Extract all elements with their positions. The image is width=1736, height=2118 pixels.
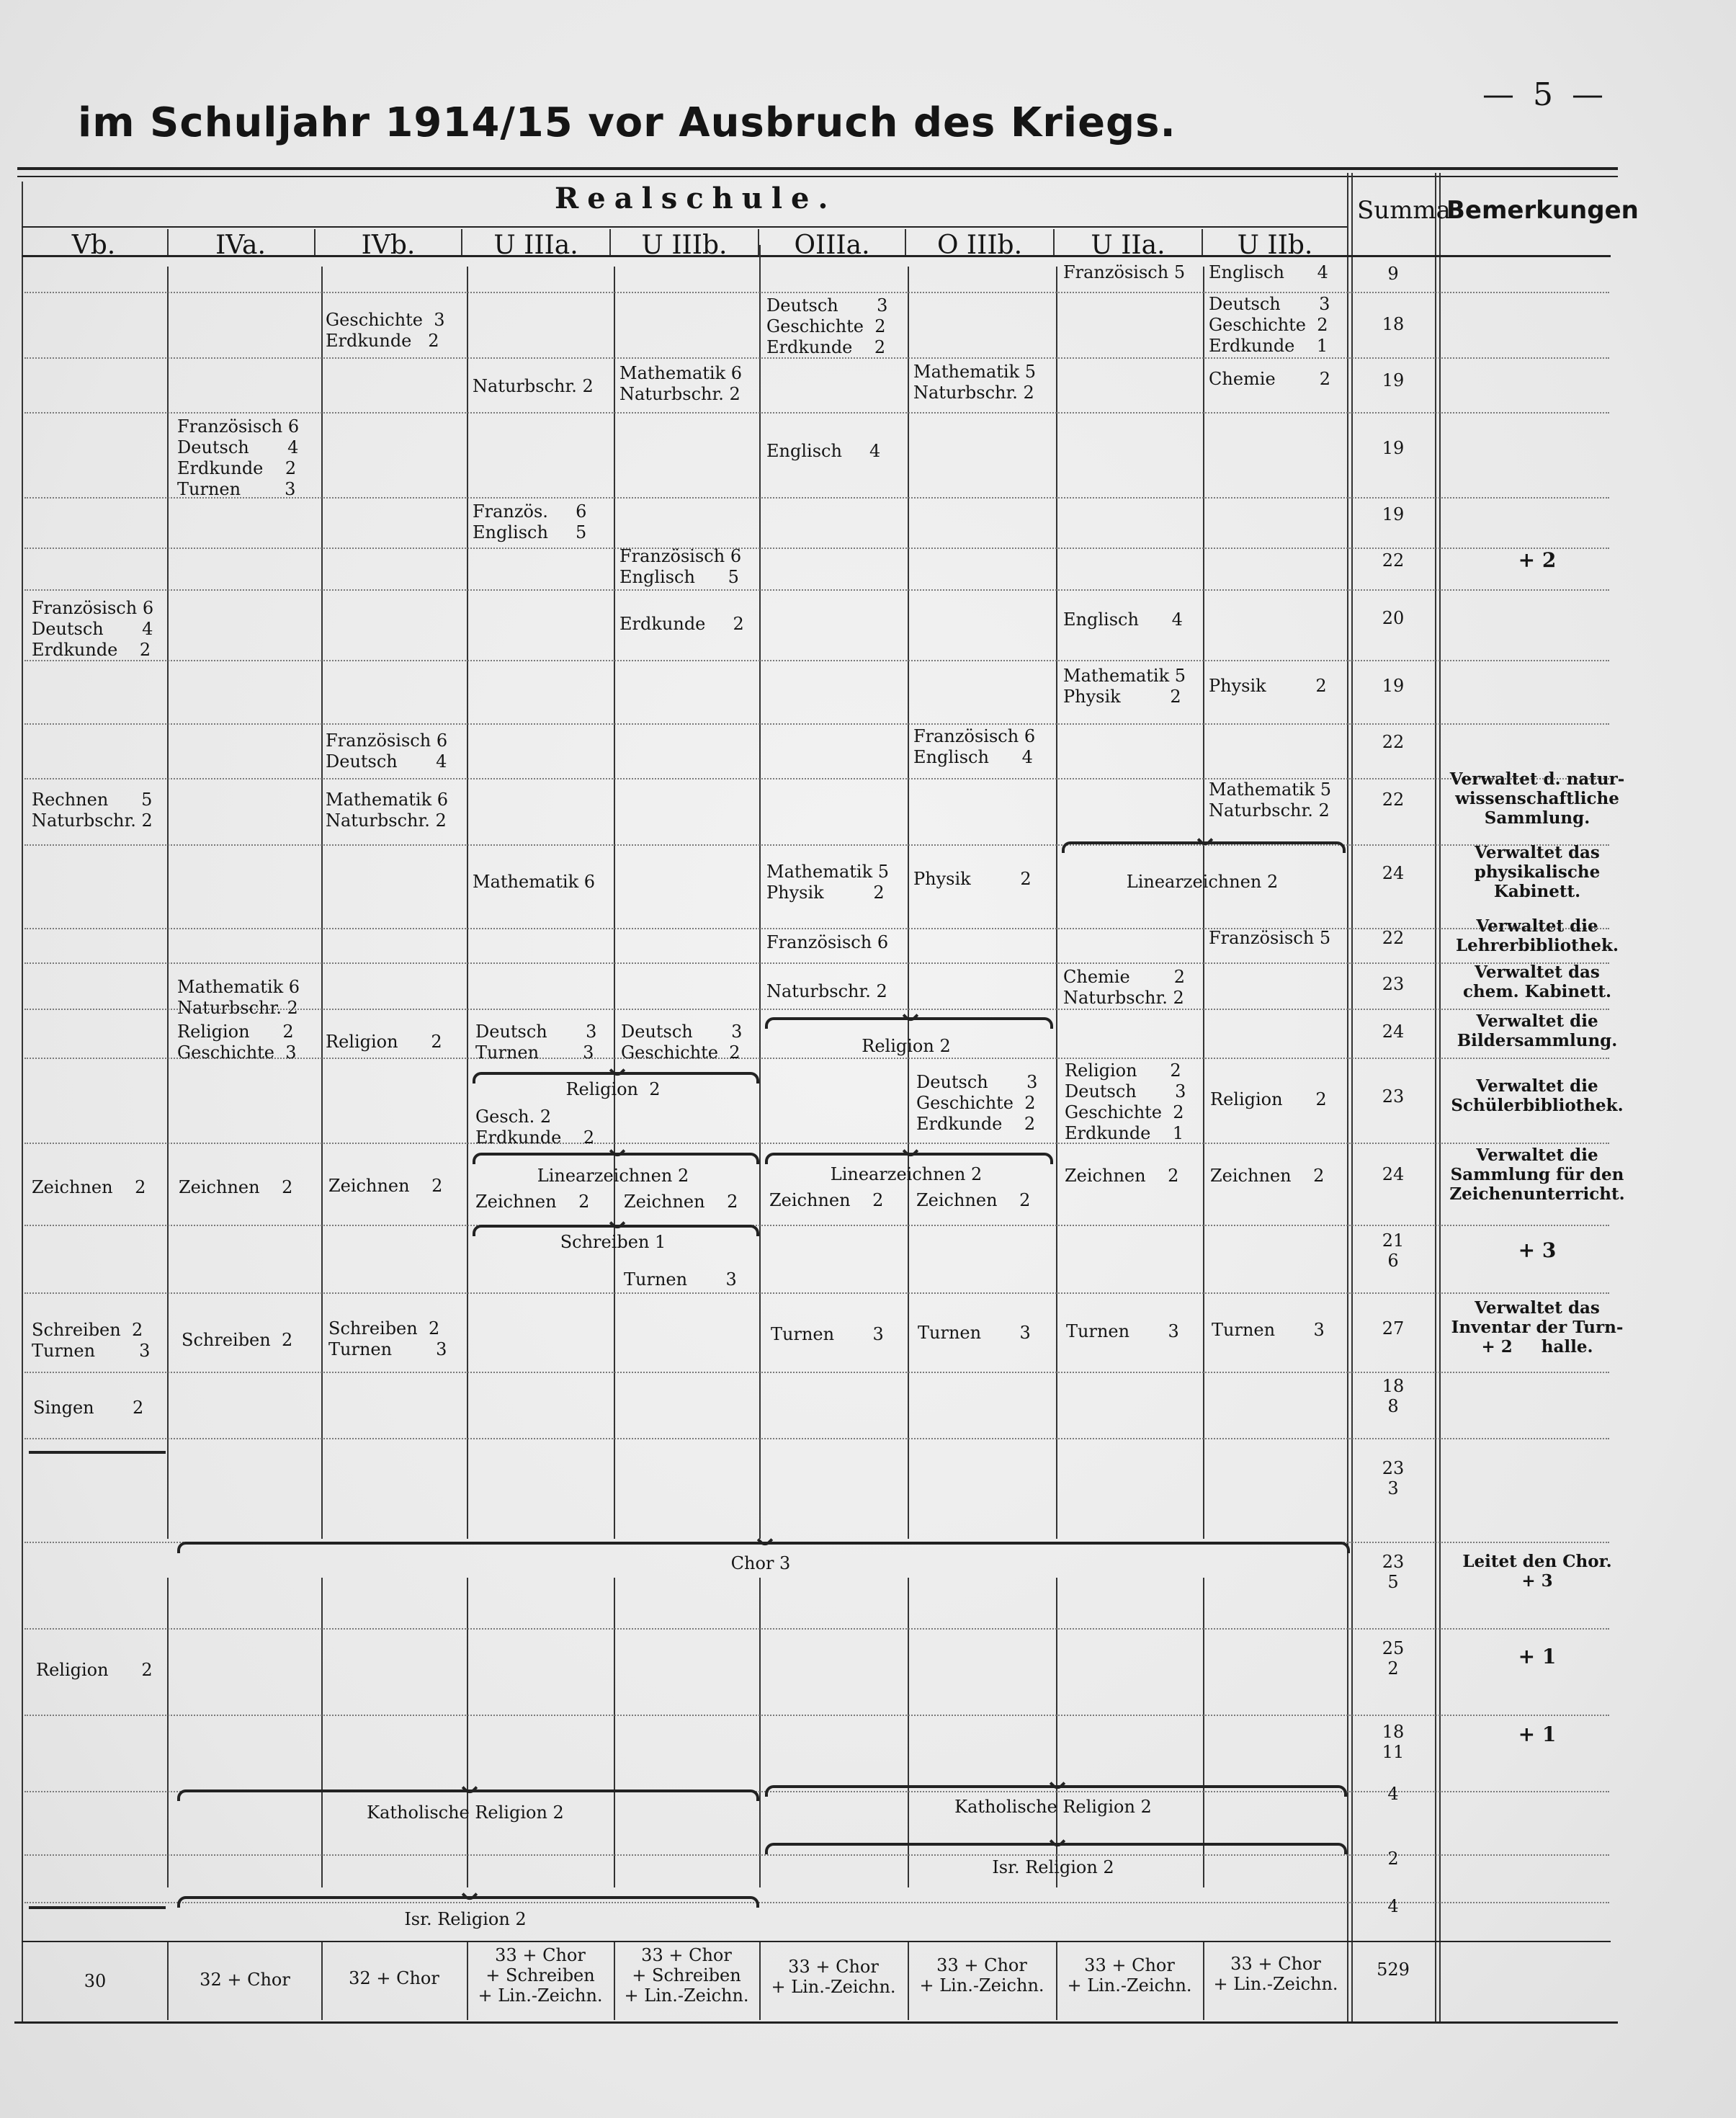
cell-uiib-religion: Religion 2	[1210, 1089, 1327, 1109]
col-sep	[167, 267, 169, 1539]
col-sep	[1203, 1578, 1204, 1887]
cell-uiib-deutsch: Deutsch 3 Geschichte 2 Erdkunde 1	[1209, 294, 1330, 356]
col-sep	[908, 267, 909, 1539]
cell-isr-religion-1: Isr. Religion 2	[992, 1857, 1114, 1877]
col-sep	[167, 1578, 169, 1887]
row-divider	[24, 292, 1609, 293]
total-iva: 32 + Chor	[200, 1970, 290, 1990]
cell-uiia-chemie: Chemie 2 Naturbschr. 2	[1063, 967, 1185, 1008]
remark-row-22: + 1	[1518, 1645, 1557, 1668]
cell-chor: Chor 3	[730, 1553, 791, 1573]
cell-uiib-zeichnen: Zeichnen 2	[1210, 1166, 1325, 1186]
row-divider	[24, 1628, 1609, 1630]
cell-ivb-zeichnen: Zeichnen 2	[328, 1176, 443, 1196]
cell-uiiib-zeichnen: Zeichnen 2	[624, 1192, 738, 1212]
total-vb: 30	[84, 1971, 107, 1991]
class-header-uiib: U IIb.	[1237, 231, 1313, 260]
cell-uiib-turnen: Turnen 3	[1212, 1320, 1325, 1340]
cell-oiiia-naturbschr: Naturbschr. 2	[766, 981, 887, 1001]
col-sep-h	[905, 229, 906, 255]
class-header-iva: IVa.	[215, 231, 266, 260]
cell-uiiib-franzoesisch: Französisch 6 Englisch 5	[619, 546, 742, 587]
cell-uiib-englisch: Englisch 4	[1209, 262, 1328, 282]
remark-row-21: Leitet den Chor. + 3	[1462, 1552, 1612, 1591]
total-uiiib: 33 + Chor + Schreiben + Lin.-Zeichn.	[624, 1945, 749, 2006]
row-divider	[24, 1225, 1609, 1226]
header-rule	[22, 226, 1347, 228]
row-divider	[24, 412, 1609, 414]
short-rule-vb	[29, 1451, 166, 1454]
sum-row-10: 22	[1382, 790, 1405, 810]
row-divider	[24, 660, 1609, 661]
cell-uiib-franzoesisch: Französisch 5	[1209, 928, 1331, 948]
frame-summa-left	[1347, 173, 1348, 2021]
sum-row-4: 19	[1382, 438, 1405, 458]
brace-isr-2	[177, 1896, 759, 1908]
remark-row-10: Verwaltet d. natur- wissenschaftliche Sammlung.	[1449, 769, 1625, 828]
remark-row-14: Verwaltet die Bildersammlung.	[1457, 1011, 1618, 1050]
cell-oiiib-physik: Physik 2	[913, 869, 1032, 889]
cell-ivb-religion: Religion 2	[326, 1032, 442, 1052]
sum-row-7: 20	[1382, 608, 1405, 628]
sum-row-21: 23 5	[1382, 1552, 1405, 1592]
cell-isr-religion-2: Isr. Religion 2	[404, 1909, 527, 1929]
sum-row-26: 4	[1387, 1896, 1399, 1916]
top-rule-thin	[17, 176, 1618, 177]
sum-row-9: 22	[1382, 732, 1405, 752]
total-oiiib: 33 + Chor + Lin.-Zeichn.	[919, 1955, 1044, 1996]
remark-row-11: Verwaltet das physikalische Kabinett.	[1474, 843, 1601, 901]
cell-uiia-turnen: Turnen 3	[1066, 1321, 1179, 1341]
class-header-uiia: U IIa.	[1091, 231, 1165, 260]
cell-oiiia-englisch: Englisch 4	[766, 441, 881, 461]
cell-oiiia-zeichnen: Zeichnen 2	[769, 1190, 884, 1210]
class-header-oiiib: O IIIb.	[936, 231, 1023, 260]
cell-vb-singen: Singen 2	[33, 1398, 144, 1418]
col-sep	[321, 1578, 323, 1887]
class-header-ivb: IVb.	[361, 231, 416, 260]
cell-ivb-geschichte: Geschichte 3 Erdkunde 2	[326, 310, 445, 351]
cell-uiia-religion: Religion 2 Deutsch 3 Geschichte 2 Erdkunde 1	[1065, 1060, 1186, 1143]
cell-iva-schreiben: Schreiben 2	[182, 1330, 293, 1350]
class-header-uiiia: U IIIa.	[493, 231, 578, 260]
cell-uiib-chemie: Chemie 2	[1209, 369, 1330, 389]
summa-header: Summa	[1357, 196, 1451, 225]
cell-uiiia-naturbschr: Naturbschr. 2	[473, 376, 594, 396]
brace-isr-1	[765, 1843, 1347, 1854]
sum-row-15: 23	[1382, 1086, 1405, 1107]
col-sep	[321, 267, 323, 1539]
cell-vb-zeichnen: Zeichnen 2	[32, 1177, 146, 1197]
cell-vb-schreiben: Schreiben 2 Turnen 3	[32, 1320, 151, 1361]
row-divider	[24, 1438, 1609, 1439]
total-ivb: 32 + Chor	[349, 1968, 439, 1988]
cell-oiiib-deutsch: Deutsch 3 Geschichte 2 Erdkunde 2	[916, 1072, 1038, 1134]
cell-uiiia-zeichnen: Zeichnen 2	[475, 1192, 590, 1212]
cell-uiii-schreiben: Schreiben 1	[560, 1232, 666, 1252]
sum-row-1: 9	[1387, 264, 1399, 284]
col-sep	[759, 1578, 761, 1887]
row-divider	[24, 1292, 1609, 1294]
sum-row-12: 22	[1382, 928, 1405, 948]
row-divider	[24, 844, 1609, 846]
col-sep	[614, 267, 615, 1539]
cell-ivb-mathematik: Mathematik 6 Naturbschr. 2	[326, 790, 449, 831]
col-sep	[467, 1578, 468, 1887]
col-sep	[759, 245, 761, 1539]
cell-vb-religion: Religion 2	[36, 1660, 153, 1680]
cell-uiiia-gesch: Gesch. 2 Erdkunde 2	[475, 1107, 595, 1148]
remark-row-23: + 1	[1518, 1722, 1557, 1746]
sum-row-16: 24	[1382, 1164, 1405, 1184]
table-title: Realschule.	[555, 182, 837, 215]
cell-ivb-franzoesisch: Französisch 6 Deutsch 4	[326, 730, 448, 772]
sum-row-11: 24	[1382, 863, 1405, 883]
row-divider	[24, 1143, 1609, 1144]
remark-row-16: Verwaltet die Sammlung für den Zeichenunterricht.	[1449, 1145, 1625, 1204]
cell-uiiia-mathematik: Mathematik 6	[473, 872, 596, 892]
remark-row-15: Verwaltet die Schülerbibliothek.	[1451, 1076, 1624, 1115]
cell-oiiia-turnen: Turnen 3	[771, 1324, 884, 1344]
col-sep	[467, 267, 468, 1539]
total-uiib: 33 + Chor + Lin.-Zeichn.	[1213, 1954, 1338, 1994]
brace-oiii	[765, 1017, 1053, 1029]
col-sep-h	[609, 229, 611, 255]
remark-row-18: Verwaltet das Inventar der Turn- + 2 halle.	[1451, 1298, 1624, 1357]
cell-oiiib-mathematik: Mathematik 5 Naturbschr. 2	[913, 362, 1037, 403]
cell-oiiia-deutsch: Deutsch 3 Geschichte 2 Erdkunde 2	[766, 295, 888, 357]
frame-left	[22, 182, 23, 2021]
total-uiiia: 33 + Chor + Schreiben + Lin.-Zeichn.	[478, 1945, 603, 2006]
total-uiia: 33 + Chor + Lin.-Zeichn.	[1067, 1955, 1192, 1996]
row-divider	[24, 1372, 1609, 1373]
col-sep	[614, 1578, 615, 1887]
sum-row-8: 19	[1382, 676, 1405, 696]
sum-row-14: 24	[1382, 1022, 1405, 1042]
remarks-header: Bemerkungen	[1446, 196, 1639, 225]
cell-uiia-englisch: Englisch 4	[1063, 609, 1183, 630]
brace-uiii-2	[473, 1153, 759, 1164]
col-sep	[908, 1578, 909, 1887]
row-divider	[24, 1715, 1609, 1716]
cell-uiiib-deutsch: Deutsch 3 Geschichte 2	[621, 1022, 743, 1063]
col-sep-h	[1202, 229, 1203, 255]
sum-row-24: 4	[1387, 1784, 1399, 1804]
cell-oiii-linearzeichnen: Linearzeichnen 2	[830, 1164, 983, 1184]
col-sep-h	[314, 229, 316, 255]
short-rule-vb-2	[29, 1906, 166, 1909]
cell-oiiib-turnen: Turnen 3	[918, 1323, 1031, 1343]
col-sep	[1203, 267, 1204, 1539]
sum-row-23: 18 11	[1382, 1722, 1405, 1762]
brace-uiia-uiib	[1062, 841, 1346, 853]
cell-uiii-religion: Religion 2	[565, 1079, 661, 1099]
cell-uiiib-mathematik: Mathematik 6 Naturbschr. 2	[619, 363, 743, 404]
sum-row-25: 2	[1387, 1849, 1399, 1869]
cell-vb-rechnen: Rechnen 5 Naturbschr. 2	[32, 790, 153, 831]
bottom-rule	[14, 2021, 1618, 2024]
cell-uiiia-franzoes: Französ. 6 Englisch 5	[473, 501, 587, 542]
cell-uiii-linearzeichnen: Linearzeichnen 2	[537, 1166, 689, 1186]
cell-oiiib-franzoesisch: Französisch 6 Englisch 4	[913, 726, 1036, 767]
cell-kath-religion-2: Katholische Religion 2	[954, 1797, 1152, 1817]
cell-uiib-mathematik: Mathematik 5 Naturbschr. 2	[1209, 779, 1332, 821]
col-sep	[1056, 267, 1057, 1539]
sum-row-13: 23	[1382, 974, 1405, 994]
sum-row-6: 22	[1382, 550, 1405, 571]
sum-row-22: 25 2	[1382, 1638, 1405, 1679]
col-sep-h	[461, 229, 462, 255]
sum-row-19: 18 8	[1382, 1376, 1405, 1416]
row-divider	[24, 723, 1609, 725]
row-divider	[24, 589, 1609, 591]
sum-row-20: 23 3	[1382, 1458, 1405, 1498]
remark-row-12: Verwaltet die Lehrerbibliothek.	[1455, 916, 1619, 955]
grand-total: 529	[1377, 1960, 1410, 1980]
col-sep-h	[167, 229, 169, 255]
sum-row-18: 27	[1382, 1318, 1405, 1339]
cell-iva-zeichnen: Zeichnen 2	[179, 1177, 293, 1197]
page-heading: im Schuljahr 1914/15 vor Ausbruch des Kriegs.	[78, 99, 1176, 146]
sum-row-3: 19	[1382, 370, 1405, 390]
class-header-oiiia: OIIIa.	[794, 231, 870, 260]
top-rule	[17, 167, 1618, 170]
totals-rule	[22, 1941, 1611, 1942]
col-sep-h	[1053, 229, 1055, 255]
cell-iva-franzoesisch: Französisch 6 Deutsch 4 Erdkunde 2 Turnen 3	[177, 416, 300, 499]
cell-oiiia-mathematik: Mathematik 5 Physik 2	[766, 862, 890, 903]
sum-row-5: 19	[1382, 504, 1405, 524]
cell-iva-religion: Religion 2 Geschichte 3	[177, 1022, 297, 1063]
brace-chor	[177, 1542, 1350, 1553]
remark-row-13: Verwaltet das chem. Kabinett.	[1462, 962, 1612, 1001]
brace-kath-1	[177, 1789, 759, 1801]
cell-ivb-schreiben: Schreiben 2 Turnen 3	[328, 1318, 447, 1359]
cell-uiiia-deutsch: Deutsch 3 Turnen 3	[475, 1022, 597, 1063]
remark-row-17: + 3	[1518, 1238, 1557, 1262]
cell-oiiia-franzoesisch: Französisch 6	[766, 932, 889, 952]
remark-row-6: + 2	[1518, 548, 1557, 572]
cell-uiib-physik: Physik 2	[1209, 676, 1327, 696]
total-oiiia: 33 + Chor + Lin.-Zeichn.	[771, 1957, 896, 1997]
cell-uiiib-erdkunde: Erdkunde 2	[619, 614, 744, 634]
cell-uiiib-turnen: Turnen 3	[624, 1269, 737, 1290]
row-divider	[24, 548, 1609, 549]
cell-iva-mathematik: Mathematik 6 Naturbschr. 2	[177, 977, 300, 1018]
cell-uii-linearzeichnen: Linearzeichnen 2	[1126, 872, 1279, 892]
class-header-vb: Vb.	[71, 231, 116, 260]
cell-kath-religion-1: Katholische Religion 2	[367, 1802, 564, 1823]
page-number: — 5 —	[1482, 76, 1608, 113]
cell-uiia-zeichnen: Zeichnen 2	[1065, 1166, 1179, 1186]
brace-kath-2	[765, 1785, 1347, 1797]
cell-uiia-franzoesisch: Französisch 5	[1063, 262, 1186, 282]
cell-vb-franzoesisch: Französisch 6 Deutsch 4 Erdkunde 2	[32, 598, 154, 660]
cell-uiia-mathematik: Mathematik 5 Physik 2	[1063, 666, 1186, 707]
row-divider	[24, 962, 1609, 964]
row-divider	[24, 778, 1609, 779]
brace-oiii-2	[765, 1153, 1053, 1164]
cell-oiii-religion: Religion 2	[862, 1036, 951, 1056]
class-header-uiiib: U IIIb.	[641, 231, 728, 260]
sum-row-2: 18	[1382, 314, 1405, 334]
cell-oiiib-zeichnen: Zeichnen 2	[916, 1190, 1031, 1210]
sum-row-17: 21 6	[1382, 1230, 1405, 1271]
